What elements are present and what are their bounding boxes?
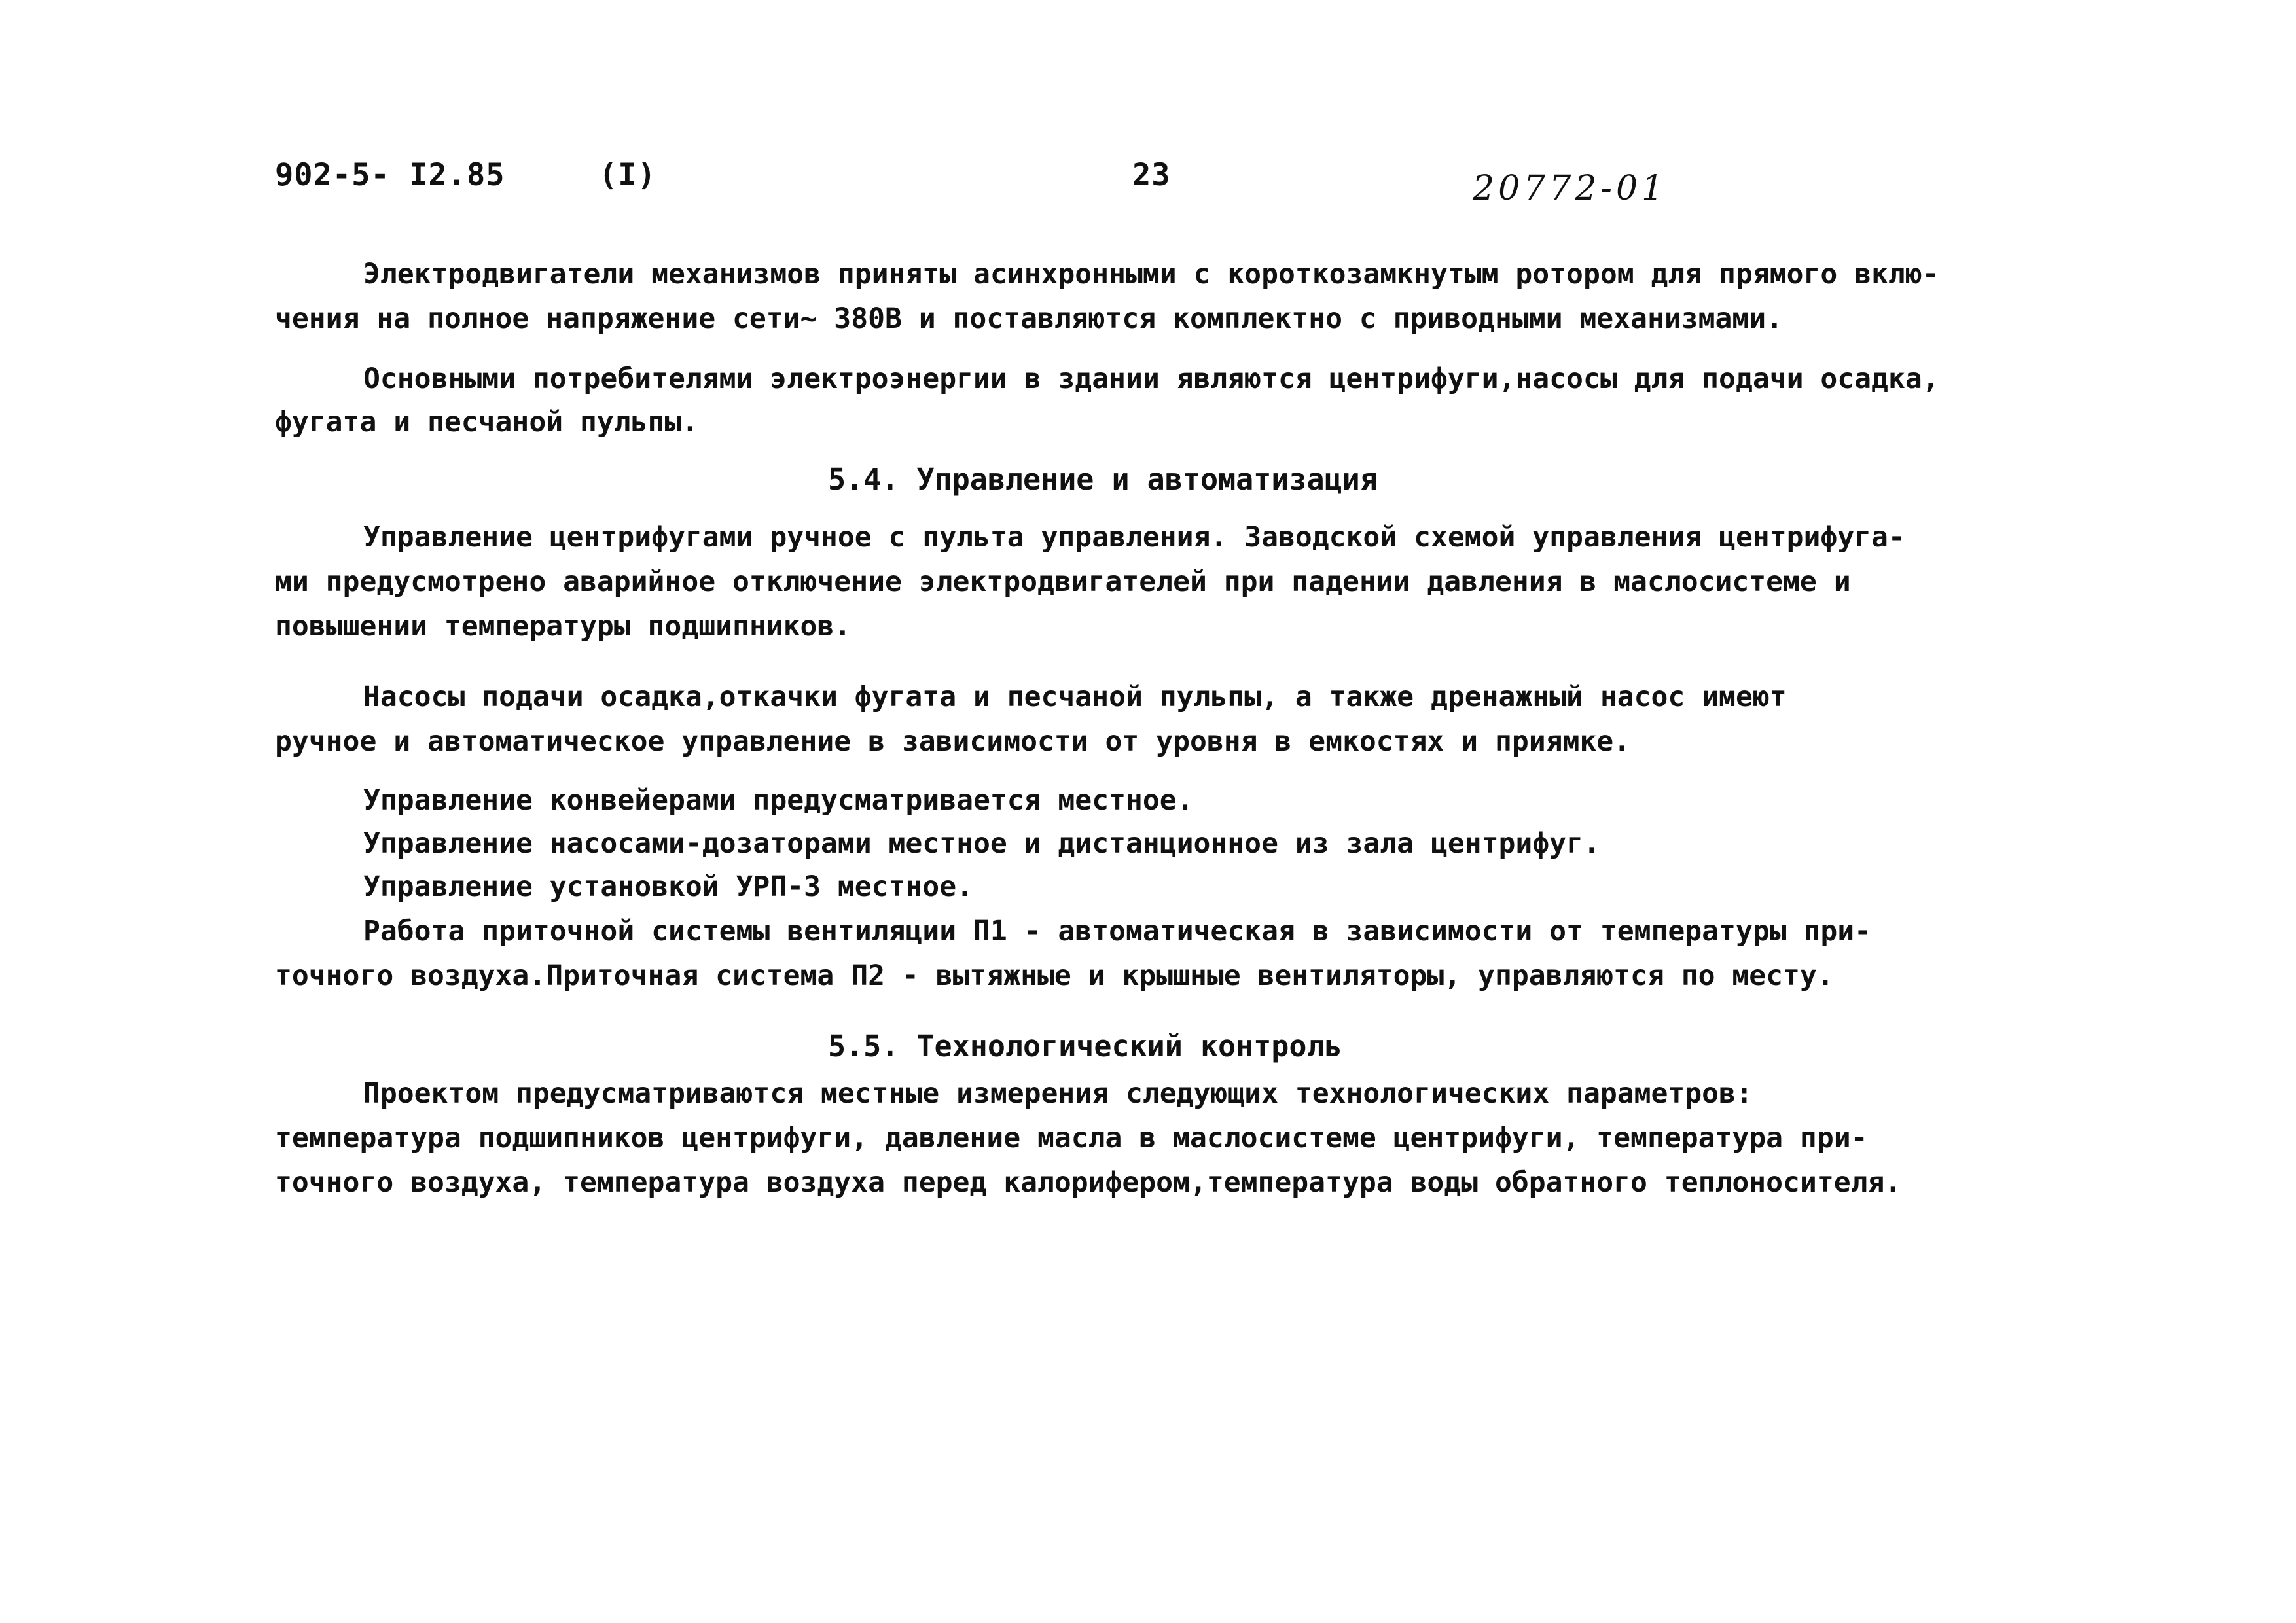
text-line: Управление конвейерами предусматривается местное. [363, 784, 1194, 817]
text-line: точного воздуха, температура воздуха перед калорифером,температура воды обратного теплоносителя. [275, 1166, 1902, 1199]
text-line: Управление установкой УРП-3 местное. [363, 870, 973, 903]
text-line: точного воздуха.Приточная система П2 - вытяжные и крышные вентиляторы, управляются по месту. [275, 959, 1834, 992]
text-line: чения на полное напряжение сети~ 380В и поставляются комплектно с приводными механизмами. [275, 302, 1784, 335]
text-line: Основными потребителями электроэнергии в здании являются центрифуги,насосы для подачи осадка, [363, 363, 1939, 395]
section-heading-5-4: 5.4. Управление и автоматизация [828, 462, 1378, 497]
section-heading-5-5: 5.5. Технологический контроль [828, 1029, 1342, 1063]
document-code: 902-5- I2.85 [275, 157, 505, 193]
text-line: ручное и автоматическое управление в зависимости от уровня в емкостях и приямке. [275, 725, 1631, 758]
page-number: 23 [1132, 157, 1171, 193]
text-line: Проектом предусматриваются местные измерения следующих технологических параметров: [363, 1077, 1753, 1110]
text-line: фугата и песчаной пульпы. [275, 406, 699, 438]
handwritten-number: 20772-01 [1473, 169, 1668, 208]
document-part: (I) [599, 157, 656, 193]
text-line: температура подшипников центрифуги, давление масла в маслосистеме центрифуги, температура при- [275, 1122, 1868, 1154]
text-line: Насосы подачи осадка,откачки фугата и песчаной пульпы, а также дренажный насос имеют [363, 681, 1787, 713]
text-line: Управление центрифугами ручное с пульта управления. Заводской схемой управления центрифуга- [363, 521, 1905, 554]
text-line: Электродвигатели механизмов приняты асинхронными с короткозамкнутым ротором для прямого вклю- [363, 258, 1939, 291]
text-line: ми предусмотрено аварийное отключение электродвигателей при падении давления в маслосистеме и [275, 565, 1851, 598]
text-line: Работа приточной системы вентиляции П1 - автоматическая в зависимости от температуры при- [363, 915, 1872, 948]
text-line: Управление насосами-дозаторами местное и дистанционное из зала центрифуг. [363, 827, 1600, 860]
text-line: повышении температуры подшипников. [275, 610, 852, 643]
